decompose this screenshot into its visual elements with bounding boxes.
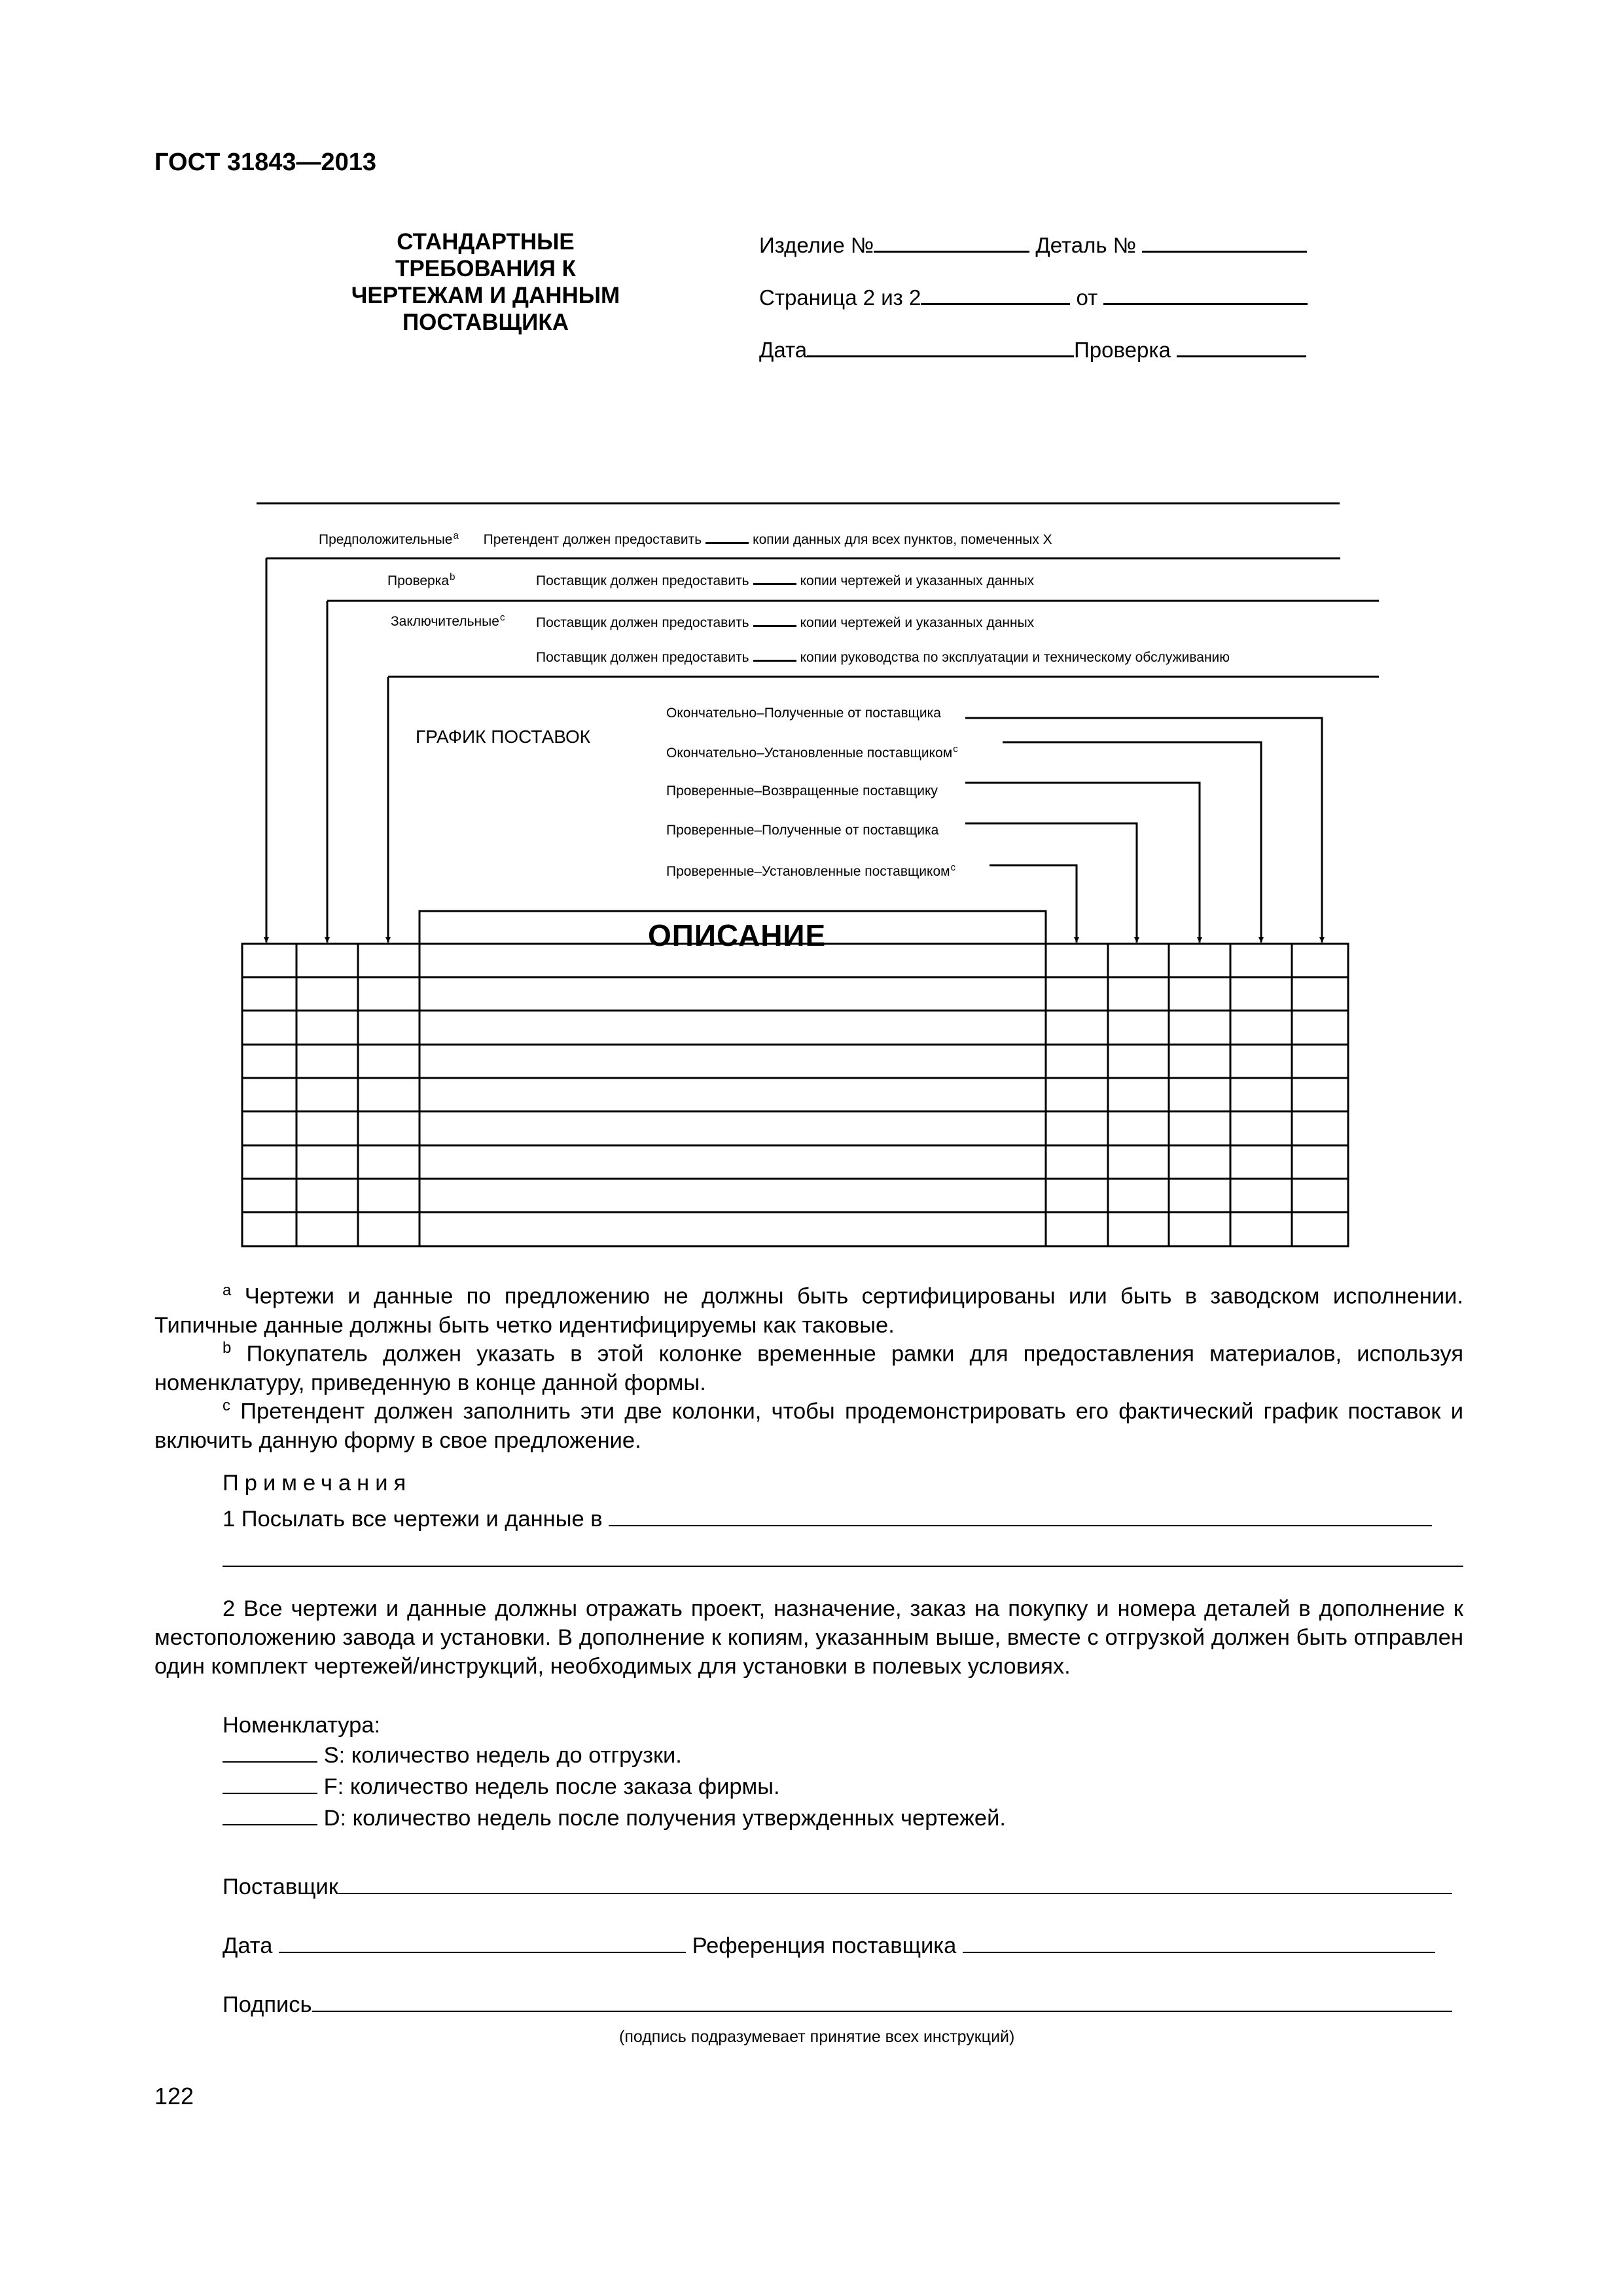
proposal-text-a: Претендент должен предоставить — [483, 532, 702, 547]
final-text-b: копии чертежей и указанных данных — [800, 615, 1035, 630]
sign-label: Подпись — [223, 1992, 312, 2017]
manual-copies-blank[interactable] — [753, 648, 796, 662]
footnote-c — [154, 1391, 1463, 1455]
proposal-label: Предположительные — [319, 532, 453, 547]
note-1-field[interactable] — [609, 1503, 1432, 1526]
arrow-checked-returned — [965, 783, 1200, 942]
date-label: Дата — [759, 338, 808, 362]
sup-c-item2: c — [953, 744, 958, 755]
page-number: 122 — [154, 2083, 194, 2109]
footnote-b-mark: b — [223, 1339, 232, 1357]
nomenclature-item-f — [223, 1772, 780, 1801]
sup-c-final: c — [499, 612, 505, 623]
data-table — [242, 944, 1348, 1246]
proposal-copies-blank[interactable] — [705, 530, 749, 544]
footnote-b-text: Покупатель должен указать в этой колонке временные рамки для предоставления материалов, используя номенклатуру, приведенную в конце данной формы. — [154, 1341, 1463, 1395]
nomenclature-d-text: D: количество недель после получения утвержденных чертежей. — [323, 1806, 1006, 1831]
schedule-item-4: Проверенные–Полученные от поставщика — [666, 823, 939, 838]
standard-number: ГОСТ 31843—2013 — [154, 149, 377, 176]
final-label: Заключительные — [391, 614, 499, 629]
schedule-item-2-row — [666, 744, 958, 761]
note-1-text: 1 Посылать все чертежи и данные в — [223, 1507, 603, 1532]
part-label: Деталь № — [1035, 233, 1137, 257]
nomenclature-title: Номенклатура: — [223, 1713, 381, 1738]
schedule-item-3: Проверенные–Возвращенные поставщику — [666, 783, 938, 798]
nomenclature-item-s — [223, 1741, 682, 1770]
schedule-item-1: Окончательно–Полученные от поставщика — [666, 706, 941, 721]
note-2: 2 Все чертежи и данные должны отражать проект, назначение, заказ на покупку и номера деталей в дополнение к местоположению завода и установки. В дополнение к копиям, указанным выше, вместе с отгрузкой должен быть отправлен один комплект чертежей/инструкций, необходимых для установки в полевых условиях. — [154, 1596, 1463, 1679]
supplier-ref-field[interactable] — [963, 1931, 1435, 1953]
footnote-a — [154, 1276, 1463, 1340]
check-label: Проверка — [1074, 338, 1171, 362]
manual-text-b: копии руководства по эксплуатации и техническому обслуживанию — [800, 650, 1230, 665]
schedule-title: ГРАФИК ПОСТАВОК — [416, 726, 591, 747]
nomenclature-d-field[interactable] — [223, 1804, 317, 1825]
review-row — [387, 571, 455, 589]
schedule-item-5: Проверенные–Установленные поставщиком — [666, 864, 950, 879]
arrow-checked-installed — [990, 865, 1077, 942]
review-text-a: Поставщик должен предоставить — [536, 573, 749, 588]
schedule-item-5-row — [666, 862, 955, 880]
title-line-3: ЧЕРТЕЖАМ И ДАННЫМ — [351, 282, 620, 308]
supplier-row — [223, 1872, 1452, 1901]
footnote-c-text: Претендент должен заполнить эти две колонки, чтобы продемонстрировать его фактический график поставок и включить данную форму в свое предложение. — [154, 1399, 1463, 1453]
notes-title: Примечания — [223, 1471, 412, 1496]
description-header: ОПИСАНИЕ — [648, 918, 827, 952]
manual-text-a: Поставщик должен предоставить — [536, 650, 749, 665]
final-text-a: Поставщик должен предоставить — [536, 615, 749, 630]
footnote-a-text: Чертежи и данные по предложению не должны быть сертифицированы или быть в заводском исполнении. Типичные данные должны быть четко идентифицируемы как таковые. — [154, 1283, 1464, 1338]
arrow-final-installed — [1003, 742, 1261, 942]
supplier-field[interactable] — [338, 1872, 1452, 1894]
nomenclature-f-text: F: количество недель после заказа фирмы. — [323, 1774, 780, 1799]
from-label: от — [1076, 285, 1098, 310]
note-1-field-line2[interactable] — [223, 1566, 1463, 1567]
final-text-row — [536, 613, 1034, 631]
final-row — [391, 612, 505, 630]
title-line-1: СТАНДАРТНЫЕ — [397, 229, 575, 255]
nomenclature-item-d — [223, 1804, 1006, 1833]
review-label: Проверка — [387, 573, 450, 588]
note-1-row — [223, 1503, 1463, 1534]
footnote-c-mark: c — [223, 1397, 230, 1414]
sign-caption: (подпись подразумевает принятие всех инструкций) — [619, 2028, 1015, 2046]
manual-text-row — [536, 648, 1230, 666]
sup-b: b — [450, 571, 455, 583]
review-text-row — [536, 571, 1034, 589]
footnote-a-mark: a — [223, 1282, 232, 1299]
title-line-2: ТРЕБОВАНИЯ К — [395, 255, 576, 281]
page-label: Страница 2 из 2 — [759, 285, 921, 310]
supplier-label: Поставщик — [223, 1874, 338, 1899]
item-label: Изделие № — [759, 233, 874, 257]
title-line-4: ПОСТАВЩИКА — [402, 309, 569, 335]
review-text-b: копии чертежей и указанных данных — [800, 573, 1035, 588]
review-copies-blank[interactable] — [753, 571, 796, 585]
footnote-b — [154, 1334, 1463, 1397]
nomenclature-s-text: S: количество недель до отгрузки. — [323, 1743, 682, 1768]
sup-c-item5: c — [950, 862, 956, 873]
supplier-ref-label: Референция поставщика — [692, 1933, 957, 1958]
nomenclature-f-field[interactable] — [223, 1773, 317, 1794]
sup-a: a — [453, 530, 459, 541]
arrow-checked-received — [965, 823, 1137, 942]
schedule-item-2: Окончательно–Установленные поставщиком — [666, 745, 953, 761]
proposal-row — [319, 530, 1052, 548]
proposal-text-b: копии данных для всех пунктов, помеченных X — [753, 532, 1052, 547]
sign-date-label: Дата — [223, 1933, 273, 1958]
sign-field[interactable] — [312, 1990, 1452, 2012]
date-ref-row — [223, 1931, 1435, 1960]
arrow-final-received — [965, 718, 1322, 942]
final-copies-blank[interactable] — [753, 613, 796, 627]
nomenclature-s-field[interactable] — [223, 1742, 317, 1763]
sign-row — [223, 1990, 1452, 2019]
sign-date-field[interactable] — [279, 1931, 686, 1953]
